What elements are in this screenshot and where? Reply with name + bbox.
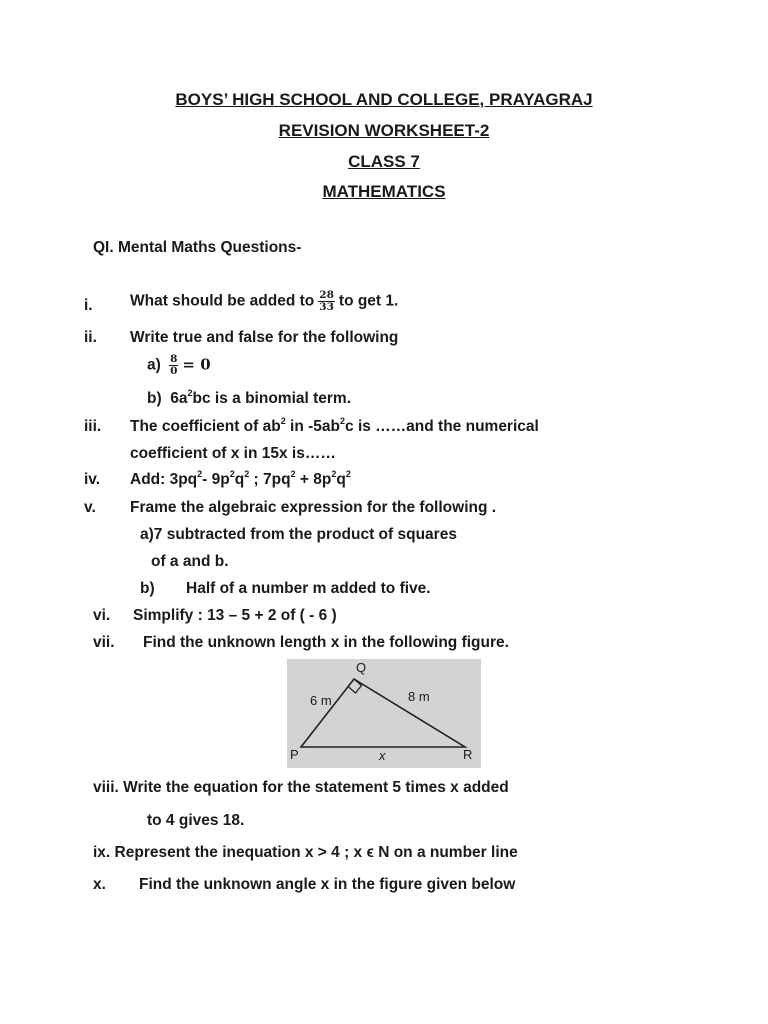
question-number: iii. [84,418,102,435]
term: Add: 3pq [130,471,198,488]
question-7: Find the unknown length x in the following figure. [143,634,509,651]
exponent: 2 [280,416,286,426]
triangle-diagram [287,659,481,768]
fraction [169,354,178,377]
question-5a-line2: of a and b. [151,553,229,570]
fraction-denominator: 33 [319,301,334,313]
exponent: 2 [229,469,235,479]
question-2b [147,390,351,408]
subject-title: MATHEMATICS [322,182,446,201]
fraction-denominator: 0 [170,365,178,377]
term: bc is a binomial term. [192,390,352,407]
fraction-numerator: 8 [170,353,178,365]
term: c is ……and the numerical [345,418,539,435]
question-3 [130,418,539,436]
question-number: vii. [93,634,115,651]
section-title: QI. Mental Maths Questions- [93,239,302,256]
question-5b-label: b) [140,580,155,597]
term: in -5ab [285,418,340,435]
right-angle-marker [348,679,362,693]
question-number: vi. [93,607,111,624]
question-6: Simplify : 13 – 5 + 2 of ( - 6 ) [133,607,337,624]
term: ; 7pq [249,471,291,488]
side-qr-label: 8 m [408,689,430,704]
question-number: iv. [84,471,101,488]
question-3-line2: coefficient of x in 15x is…… [130,445,336,462]
question-5b: Half of a number m added to five. [186,580,431,597]
equation-rhs: = 0 [182,355,211,374]
question-number: x. [93,876,106,893]
triangle-figure [287,659,481,768]
side-pq-label: 6 m [310,693,332,708]
question-5a: a)7 subtracted from the product of squares [140,526,457,543]
exponent: 2 [290,469,296,479]
question-8-line2: to 4 gives 18. [147,812,245,829]
vertex-p-label: P [290,747,299,762]
worksheet-title: REVISION WORKSHEET-2 [278,121,490,140]
vertex-q-label: Q [356,660,367,675]
question-10: Find the unknown angle x in the figure given below [139,876,516,893]
triangle-pqr [301,679,465,747]
term: q [336,471,346,488]
question-2: Write true and false for the following [130,329,399,346]
exponent: 2 [197,469,203,479]
class-title: CLASS 7 [348,152,420,171]
sub-label: b) [147,390,162,407]
question-number: i. [84,297,93,314]
fraction [318,290,335,313]
exponent: 2 [331,469,337,479]
term: q [234,471,245,488]
question-text: What should be added to [130,292,315,310]
fraction-numerator: 28 [319,289,334,301]
question-5: Frame the algebraic expression for the following . [130,499,497,516]
term: 6a [170,390,188,407]
question-number: v. [84,499,96,516]
question-number: ii. [84,329,97,346]
school-name: BOYS’ HIGH SCHOOL AND COLLEGE, PRAYAGRAJ [175,90,593,109]
term: - 9p [202,471,230,488]
sub-label: a) [147,356,161,374]
question-1 [130,290,398,313]
vertex-r-label: R [463,747,473,762]
exponent: 2 [187,388,193,398]
question-4 [130,471,351,489]
question-text: to get 1. [338,292,399,310]
exponent: 2 [244,469,250,479]
term: The coefficient of ab [130,418,281,435]
question-2a [147,354,211,377]
side-pr-label: x [379,748,386,763]
question-9: ix. Represent the inequation x > 4 ; x ϵ N on a number line [93,844,518,861]
exponent: 2 [345,469,351,479]
term: + 8p [295,471,332,488]
exponent: 2 [340,416,346,426]
question-8: viii. Write the equation for the statement 5 times x added [93,779,509,796]
